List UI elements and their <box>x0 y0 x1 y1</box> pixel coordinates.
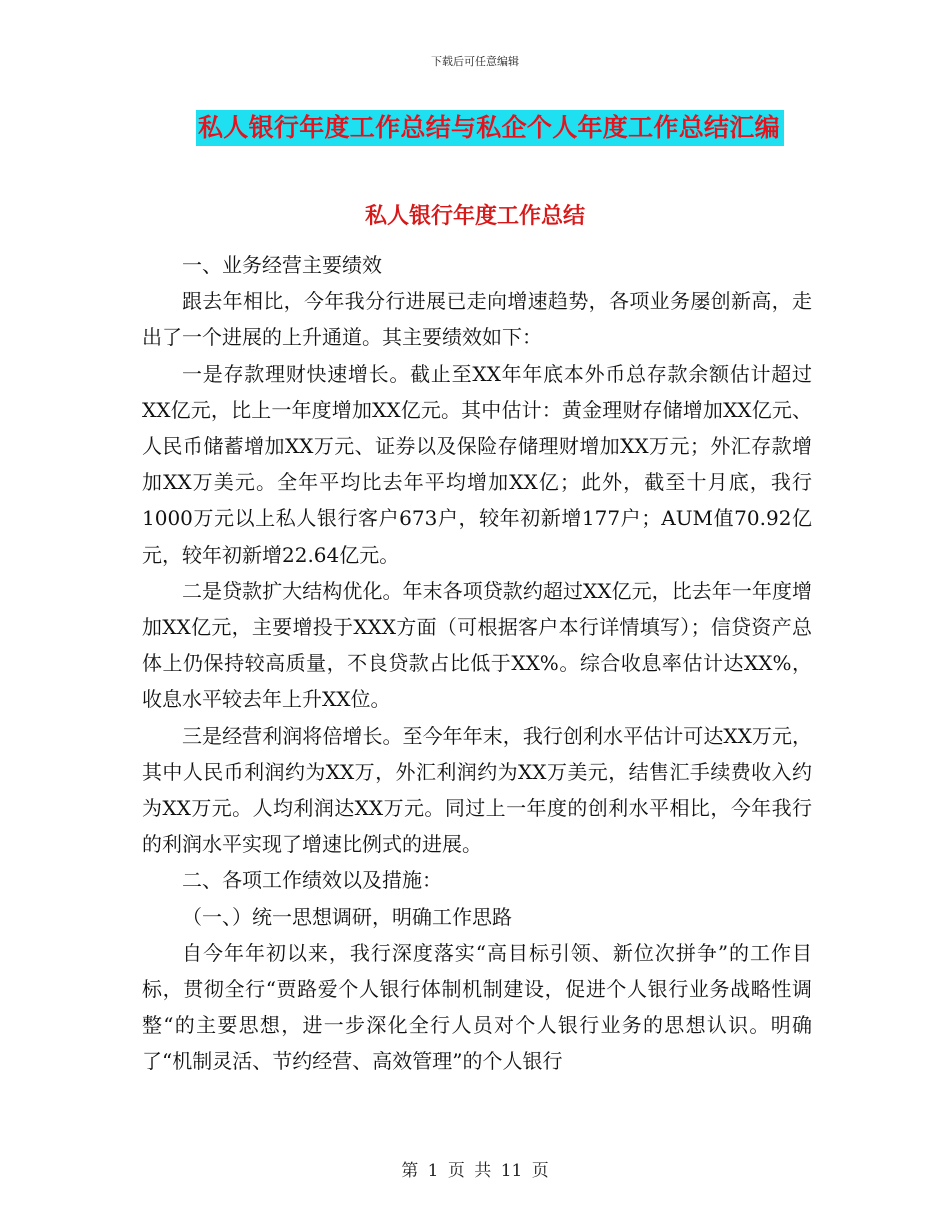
subsection-heading: （一、）统一思想调研，明确工作思路 <box>182 904 512 929</box>
paragraph: 跟去年相比，今年我分行进展已走向增速趋势，各项业务屡创新高，走出了一个进展的上升通道。其主要绩效如下： <box>142 289 812 350</box>
paragraph: 三是经营利润将倍增长。至今年年末，我行创利水平估计可达XX万元，其中人民币利润约为XX万，外汇利润约为XX万美元，结售汇手续费收入约为XX万元。人均利润达XX万元。同过上一年度的创利水平相比，今年我行的利润水平实现了增速比例式的进展。 <box>142 723 812 857</box>
main-title: 私人银行年度工作总结与私企个人年度工作总结汇编 <box>196 110 784 146</box>
body-text <box>142 247 812 1080</box>
section-heading: 二、各项工作绩效以及措施： <box>182 868 442 893</box>
paragraph: 二是贷款扩大结构优化。年末各项贷款约超过XX亿元，比去年一年度增加XX亿元，主要增投于XXX方面（可根据客户本行详情填写）；信贷资产总体上仍保持较高质量，不良贷款占比低于XX%。综合收息率估计达XX%，收息水平较去年上升XX位。 <box>142 578 812 712</box>
section-title: 私人银行年度工作总结 <box>364 203 585 229</box>
paragraph: 自今年年初以来，我行深度落实“高目标引领、新位次拼争”的工作目标，贯彻全行“贾路爱个人银行体制机制建设，促进个人银行业务战略性调整“的主要思想，进一步深化全行人员对个人银行业务的思想认识。明确了“机制灵活、节约经营、高效管理”的个人银行 <box>142 940 812 1074</box>
page-number: 第 1 页 共 11 页 <box>401 1161 549 1181</box>
paragraph: 一是存款理财快速增长。截止至XX年年底本外币总存款余额估计超过XX亿元，比上一年度增加XX亿元。其中估计：黄金理财存储增加XX亿元、人民币储蓄增加XX万元、证券以及保险存储理财增加XX万元；外汇存款增加XX万美元。全年平均比去年平均增加XX亿；此外，截至十月底，我行1000万元以上私人银行客户673户，较年初新增177户；AUM值70.92亿元，较年初新增22.64亿元。 <box>142 361 812 567</box>
header-note: 下载后可任意编辑 <box>431 55 519 68</box>
section-heading: 一、业务经营主要绩效 <box>182 253 382 277</box>
